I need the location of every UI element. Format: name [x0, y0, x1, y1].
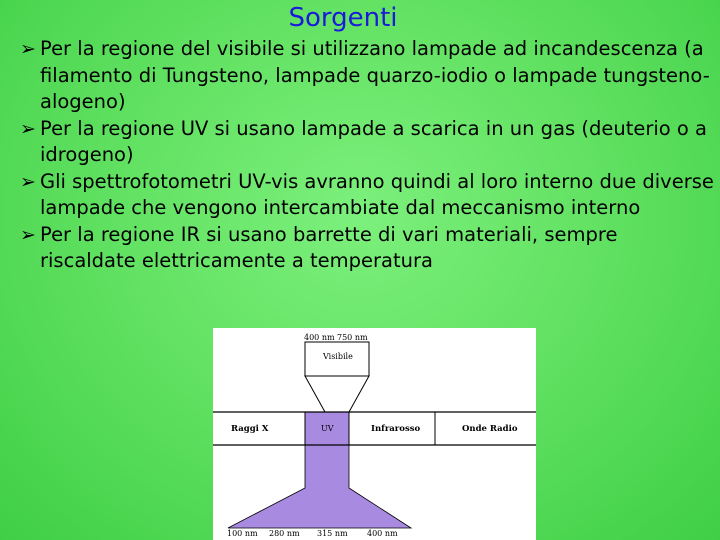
region-label-ir: Infrarosso [371, 424, 421, 434]
bottom-label-100: 100 nm [227, 529, 258, 538]
arrow-bullet-icon: ➢ [20, 117, 36, 140]
top-label-750: 750 nm [337, 333, 368, 342]
arrow-bullet-icon: ➢ [20, 170, 36, 193]
spectrum-diagram-svg [213, 328, 536, 540]
region-label-radio: Onde Radio [462, 424, 518, 434]
spectrum-diagram [213, 328, 536, 540]
bullet-item [20, 36, 718, 116]
bottom-label-315: 315 nm [317, 529, 348, 538]
bullet-text: Per la regione UV si usano lampade a scarica in un gas (deuterio o a idrogeno) [40, 116, 707, 166]
bullet-item [20, 169, 718, 222]
bullet-text: Gli spettrofotometri UV-vis avranno quindi al loro interno due diverse lampade che vengono intercambiate dal meccanismo interno [40, 169, 714, 219]
top-label-400: 400 nm [304, 333, 335, 342]
bullet-text: Per la regione IR si usano barrette di vari materiali, sempre riscaldate elettricamente a temperatura [40, 222, 618, 272]
bullet-list [20, 36, 718, 275]
uv-spread [228, 445, 411, 528]
bottom-label-280: 280 nm [269, 529, 300, 538]
bottom-label-400: 400 nm [367, 529, 398, 538]
visible-label: Visibile [323, 352, 353, 361]
region-label-uv: UV [321, 424, 334, 433]
arrow-bullet-icon: ➢ [20, 38, 36, 60]
region-label-x: Raggi X [231, 424, 269, 434]
arrow-bullet-icon: ➢ [20, 223, 36, 246]
bullet-item [20, 116, 718, 169]
bullet-text: Per la regione del visibile si utilizzano lampade ad incandescenza (a filamento di Tungsteno, lampade quarzo-iodio o lampade tungsteno-alogeno) [40, 37, 710, 113]
bullet-item [20, 222, 718, 275]
visible-funnel [305, 376, 369, 412]
slide-title: Sorgenti [288, 3, 398, 33]
